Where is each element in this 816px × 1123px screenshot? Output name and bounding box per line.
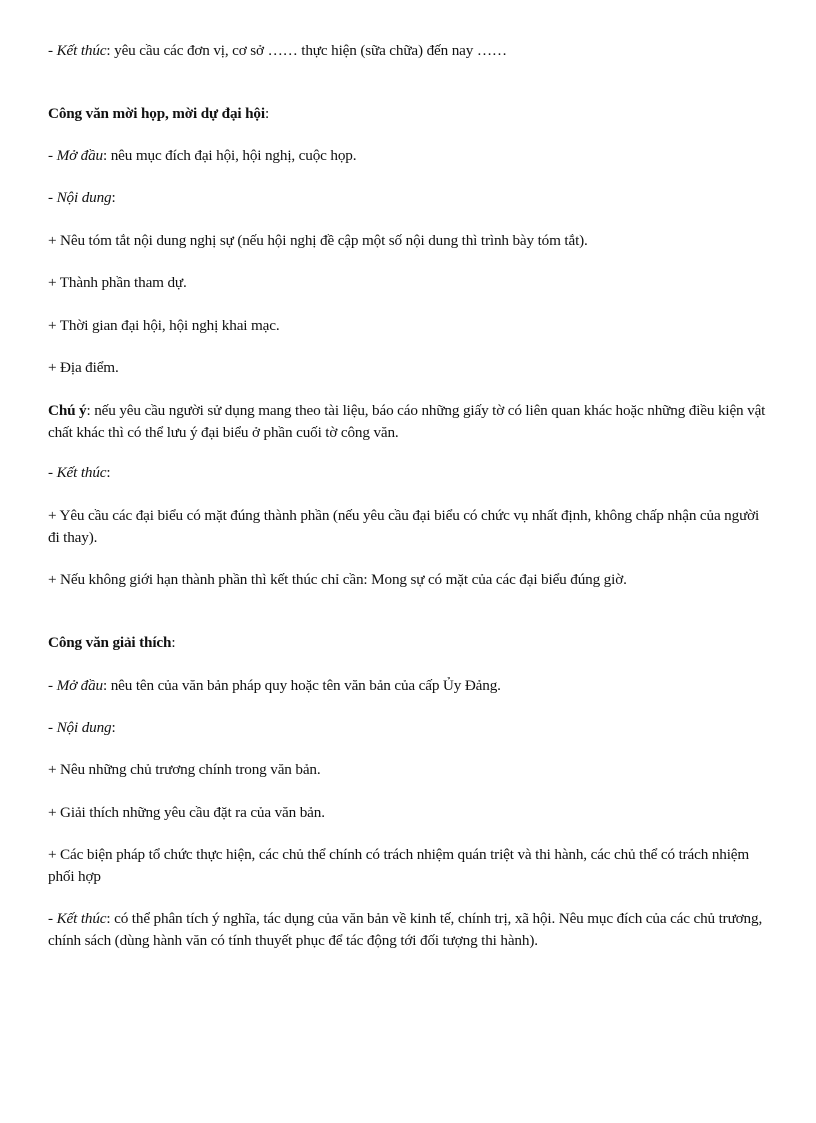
content-label-paragraph: - Nội dung: [48, 189, 116, 206]
closing-label: Kết thúc [56, 42, 107, 59]
content-label-paragraph: - Nội dung: [48, 719, 116, 736]
list-item: + Nêu những chủ trương chính trong văn bản. [48, 761, 321, 778]
section-heading-explanation: Công văn giải thích: [48, 634, 176, 651]
section-heading-meeting-invitation: Công văn mời họp, mời dự đại hội: [48, 105, 270, 122]
note-paragraph: Chú ý: nếu yêu cầu người sử dụng mang theo tài liệu, báo cáo những giấy tờ có liên quan khác hoặc những điều kiện vật chất khác thì có thể lưu ý đại biểu ở phần cuối tờ công văn. [48, 402, 766, 441]
opening-paragraph: - Mở đầu: nêu mục đích đại hội, hội nghị, cuộc họp. [48, 147, 357, 164]
list-item: + Địa điểm. [48, 359, 119, 376]
opening-label: Mở đầu [56, 147, 103, 164]
list-item: + Nếu không giới hạn thành phần thì kết thúc chỉ cần: Mong sự có mặt của các đại biểu đúng giờ. [48, 571, 627, 588]
note-label: Chú ý [48, 402, 87, 419]
closing-label-paragraph: - Kết thúc: [48, 464, 111, 481]
closing-label: Kết thúc [56, 464, 107, 481]
closing-paragraph: - Kết thúc: có thể phân tích ý nghĩa, tác dụng của văn bản về kinh tế, chính trị, xã hội. Nêu mục đích của các chủ trương, chính sách (dùng hành văn có tính thuyết phục để tác động tới đối tượng thi hành). [48, 910, 763, 949]
list-item: + Yêu cầu các đại biểu có mặt đúng thành phần (nếu yêu cầu đại biểu có chức vụ nhất định, không chấp nhận của người đi thay). [48, 507, 760, 546]
list-item: + Giải thích những yêu cầu đặt ra của văn bản. [48, 804, 325, 821]
list-item: + Thời gian đại hội, hội nghị khai mạc. [48, 317, 280, 334]
content-label: Nội dung [56, 719, 112, 736]
opening-label: Mở đầu [56, 677, 103, 694]
list-item: + Nêu tóm tắt nội dung nghị sự (nếu hội nghị đề cập một số nội dung thì trình bày tóm tắt). [48, 232, 588, 249]
closing-paragraph: - Kết thúc: yêu cầu các đơn vị, cơ sở …… thực hiện (sữa chữa) đến nay …… [48, 42, 507, 59]
list-item: + Thành phần tham dự. [48, 274, 187, 291]
list-item: + Các biện pháp tổ chức thực hiện, các chủ thể chính có trách nhiệm quán triệt và thi hành, các chủ thể có trách nhiệm phối hợp [48, 846, 750, 885]
opening-paragraph: - Mở đầu: nêu tên của văn bản pháp quy hoặc tên văn bản của cấp Ủy Đảng. [48, 677, 501, 694]
closing-label: Kết thúc [56, 910, 107, 927]
content-label: Nội dung [56, 189, 112, 206]
